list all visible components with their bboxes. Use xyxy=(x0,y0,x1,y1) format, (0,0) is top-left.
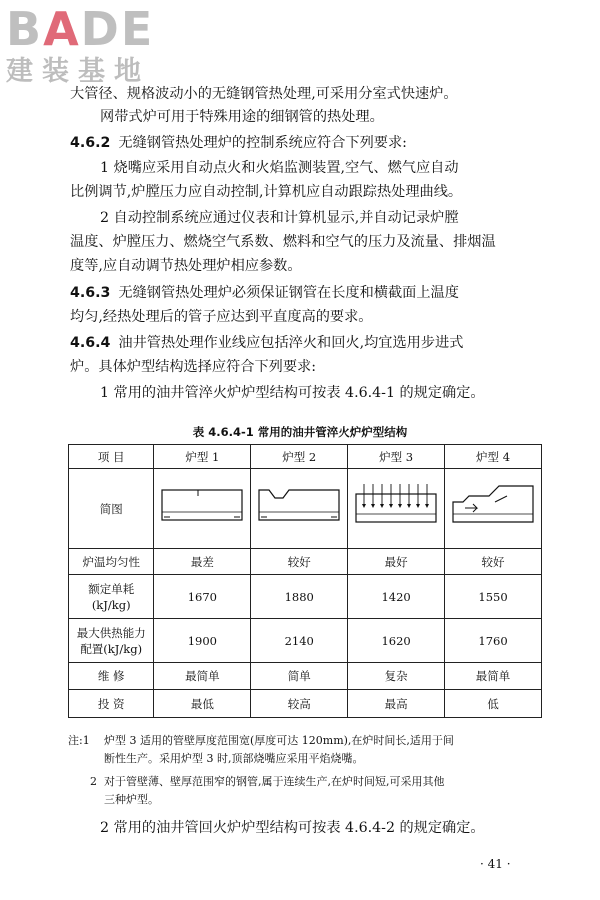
table-cell: 较高 xyxy=(251,690,348,718)
furnace-type-3-sketch xyxy=(352,482,440,532)
body-line: 大管径、规格波动小的无缝钢管热处理,可采用分室式快速炉。 xyxy=(70,86,458,102)
body-line: 比例调节,炉膛压力应自动控制,计算机应自动跟踪热处理曲线。 xyxy=(70,184,463,200)
section-number: 4.6.2 xyxy=(70,135,111,151)
body-line: 1 常用的油井管淬火炉炉型结构可按表 4.6.4-1 的规定确定。 xyxy=(100,385,485,401)
note-text: 炉型 3 适用的管壁厚度范围宽(厚度可达 120mm),在炉时间长,适用于间 xyxy=(104,734,454,747)
body-line: 均匀,经热处理后的管子应达到平直度高的要求。 xyxy=(70,309,373,325)
table-cell: 1900 xyxy=(154,619,251,663)
table-cell: 最低 xyxy=(154,690,251,718)
table-cell: 低 xyxy=(445,690,542,718)
section-4-6-2: 4.6.2 无缝钢管热处理炉的控制系统应符合下列要求: xyxy=(70,135,407,151)
page-number: · 41 · xyxy=(480,857,511,871)
row-label: 最大供热能力 配置(kJ/kg) xyxy=(69,619,154,663)
logo-chinese: 建装基地 xyxy=(6,56,150,87)
note-text: 三种炉型。 xyxy=(104,793,159,806)
header-cell: 炉型 1 xyxy=(154,445,251,469)
table-cell: 1670 xyxy=(154,575,251,619)
section-number: 4.6.3 xyxy=(70,285,111,301)
furnace-table xyxy=(68,444,542,718)
table-cell: 最简单 xyxy=(445,663,542,690)
diagram-label: 简图 xyxy=(69,469,154,549)
furnace-type-4-sketch xyxy=(449,482,537,532)
table-cell: 1760 xyxy=(445,619,542,663)
table-cell: 1620 xyxy=(348,619,445,663)
header-cell: 炉型 2 xyxy=(251,445,348,469)
row-label: 炉温均匀性 xyxy=(69,549,154,575)
note-text: 断性生产。采用炉型 3 时,顶部烧嘴应采用平焰烧嘴。 xyxy=(104,752,364,765)
body-line: 度等,应自动调节热处理炉相应参数。 xyxy=(70,258,302,274)
note-text: 对于管壁薄、壁厚范围窄的钢管,属于连续生产,在炉时间短,可采用其他 xyxy=(104,775,445,788)
row-label: 额定单耗 (kJ/kg) xyxy=(69,575,154,619)
furnace-type-1-diagram xyxy=(154,469,251,549)
furnace-type-3-diagram xyxy=(348,469,445,549)
table-cell: 最高 xyxy=(348,690,445,718)
table-cell: 1880 xyxy=(251,575,348,619)
table-cell: 最好 xyxy=(348,549,445,575)
brand-logo xyxy=(6,4,176,90)
table-row xyxy=(69,575,542,619)
furnace-type-2-sketch xyxy=(255,482,343,532)
table-cell: 较好 xyxy=(445,549,542,575)
table-row xyxy=(69,619,542,663)
table-cell: 最简单 xyxy=(154,663,251,690)
table-cell: 2140 xyxy=(251,619,348,663)
furnace-type-4-diagram xyxy=(445,469,542,549)
table-caption: 表 4.6.4-1 常用的油井管淬火炉炉型结构 xyxy=(192,425,408,439)
section-4-6-4: 4.6.4 油井管热处理作业线应包括淬火和回火,均宜选用步进式 xyxy=(70,335,464,351)
table-cell: 1550 xyxy=(445,575,542,619)
table-row xyxy=(69,690,542,718)
section-4-6-3: 4.6.3 无缝钢管热处理炉必须保证钢管在长度和横截面上温度 xyxy=(70,285,459,301)
table-cell: 最差 xyxy=(154,549,251,575)
body-line: 1 烧嘴应采用自动点火和火焰监测装置,空气、燃气应自动 xyxy=(100,160,459,176)
body-line: 温度、炉膛压力、燃烧空气系数、燃料和空气的压力及流量、排烟温 xyxy=(70,234,496,250)
body-line: 网带式炉可用于特殊用途的细钢管的热处理。 xyxy=(100,109,384,125)
body-line: 2 常用的油井管回火炉炉型结构可按表 4.6.4-2 的规定确定。 xyxy=(100,820,485,836)
header-cell: 炉型 3 xyxy=(348,445,445,469)
body-line: 2 自动控制系统应通过仪表和计算机显示,并自动记录炉膛 xyxy=(100,210,459,226)
table-row xyxy=(69,663,542,690)
row-label: 维 修 xyxy=(69,663,154,690)
furnace-type-1-sketch xyxy=(158,482,246,532)
table-cell: 1420 xyxy=(348,575,445,619)
row-label: 投 资 xyxy=(69,690,154,718)
note-label: 注:1 xyxy=(68,734,90,747)
diagram-row xyxy=(69,469,542,549)
table-header-row xyxy=(69,445,542,469)
body-line: 炉。具体炉型结构选择应符合下列要求: xyxy=(70,359,316,375)
header-cell: 项 目 xyxy=(69,445,154,469)
logo-wordmark: BADE xyxy=(6,2,155,56)
furnace-type-2-diagram xyxy=(251,469,348,549)
table-row xyxy=(69,549,542,575)
header-cell: 炉型 4 xyxy=(445,445,542,469)
table-cell: 复杂 xyxy=(348,663,445,690)
section-number: 4.6.4 xyxy=(70,335,111,351)
table-cell: 较好 xyxy=(251,549,348,575)
table-cell: 简单 xyxy=(251,663,348,690)
note-label: 2 xyxy=(90,775,97,788)
